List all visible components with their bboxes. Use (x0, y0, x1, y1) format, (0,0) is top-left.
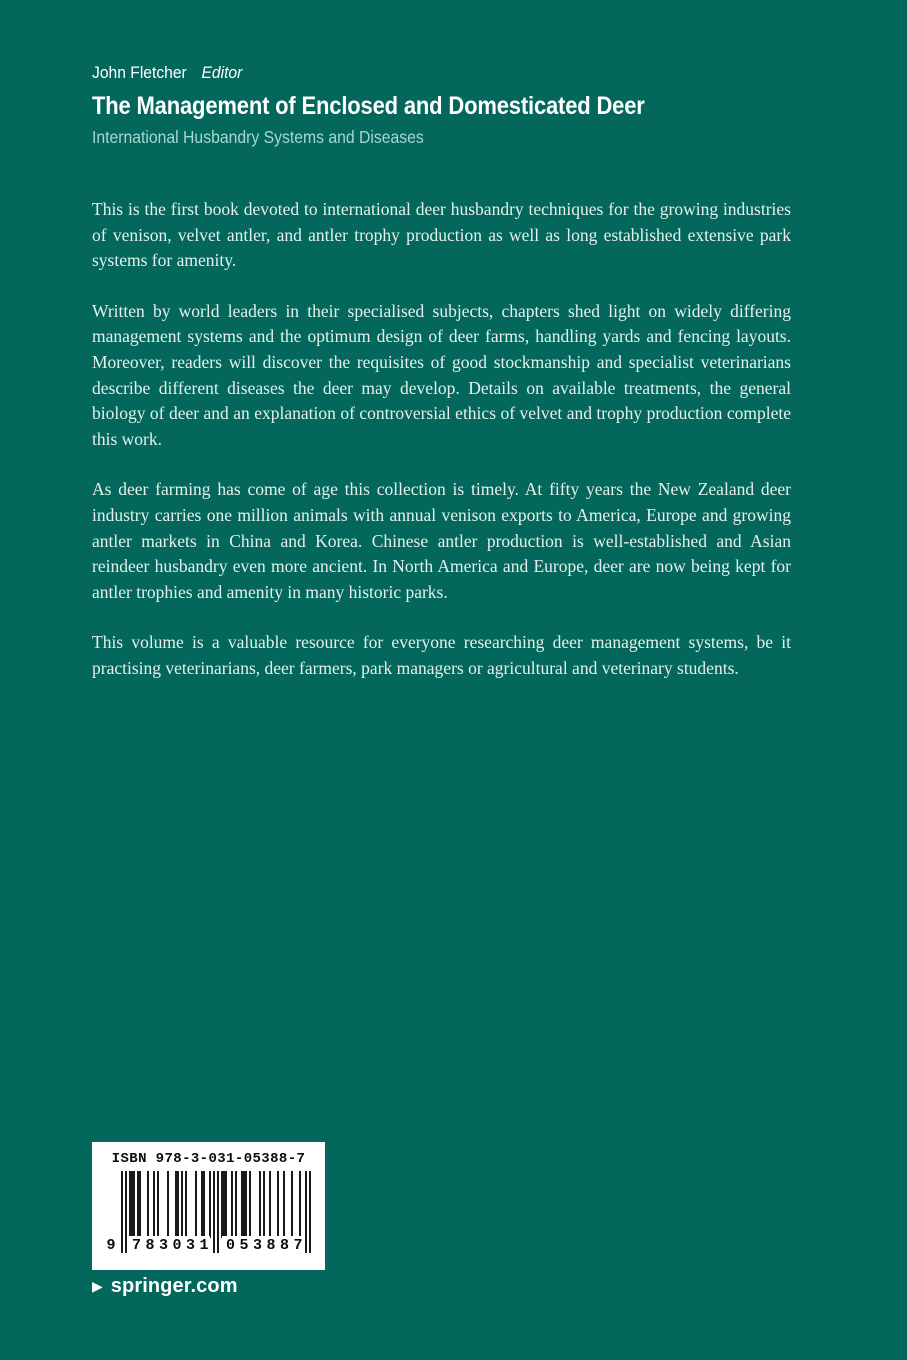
isbn-label: ISBN 978-3-031-05388-7 (111, 1151, 306, 1167)
cover-header (92, 62, 822, 148)
synopsis-paragraph-2: Written by world leaders in their specialised subjects, chapters shed light on widely differing management systems and the optimum design of deer farms, handling yards and fencing layouts. Moreover, readers will discover the requisites of good stockmanship and specialist veterinarians describe different diseases the deer may develop. Details on available treatments, the general biology of deer and an explanation of controversial ethics of velvet and trophy production complete this work. (92, 300, 791, 449)
synopsis-paragraph-3: As deer farming has come of age this collection is timely. At fifty years the New Zealand deer industry carries one million animals with annual venison exports to America, Europe and growing antler markets in China and Korea. Chinese antler production is well-established and Asian reindeer husbandry even more ancient. In North America and Europe, deer are now being kept for antler trophies and amenity in many historic parks. (92, 479, 791, 602)
barcode-left-digits: 783031 (128, 1236, 210, 1255)
isbn-panel (92, 1142, 325, 1270)
synopsis (92, 197, 791, 707)
barcode-first-digit: 9 (106, 1237, 116, 1254)
ean13-barcode (107, 1171, 311, 1259)
synopsis-paragraph-4: This volume is a valuable resource for everyone researching deer management systems, be it practising veterinarians, deer farmers, park managers or agricultural and veterinary students. (92, 632, 791, 678)
synopsis-paragraph-1: This is the first book devoted to international deer husbandry techniques for the growing industries of venison, velvet antler, and antler trophy production as well as long established extensive park systems for amenity. (92, 199, 791, 271)
author-name: John Fletcher (92, 63, 187, 82)
editor-role-label: Editor (201, 63, 243, 82)
barcode-right-digits: 053887 (222, 1236, 304, 1255)
book-subtitle: International Husbandry Systems and Diseases (92, 127, 424, 147)
arrow-right-icon: ▶ (92, 1278, 103, 1294)
publisher-footer (92, 1274, 238, 1298)
author-line (92, 62, 764, 83)
book-title: The Management of Enclosed and Domesticated Deer (92, 92, 645, 120)
publisher-site-label: springer.com (110, 1274, 238, 1297)
